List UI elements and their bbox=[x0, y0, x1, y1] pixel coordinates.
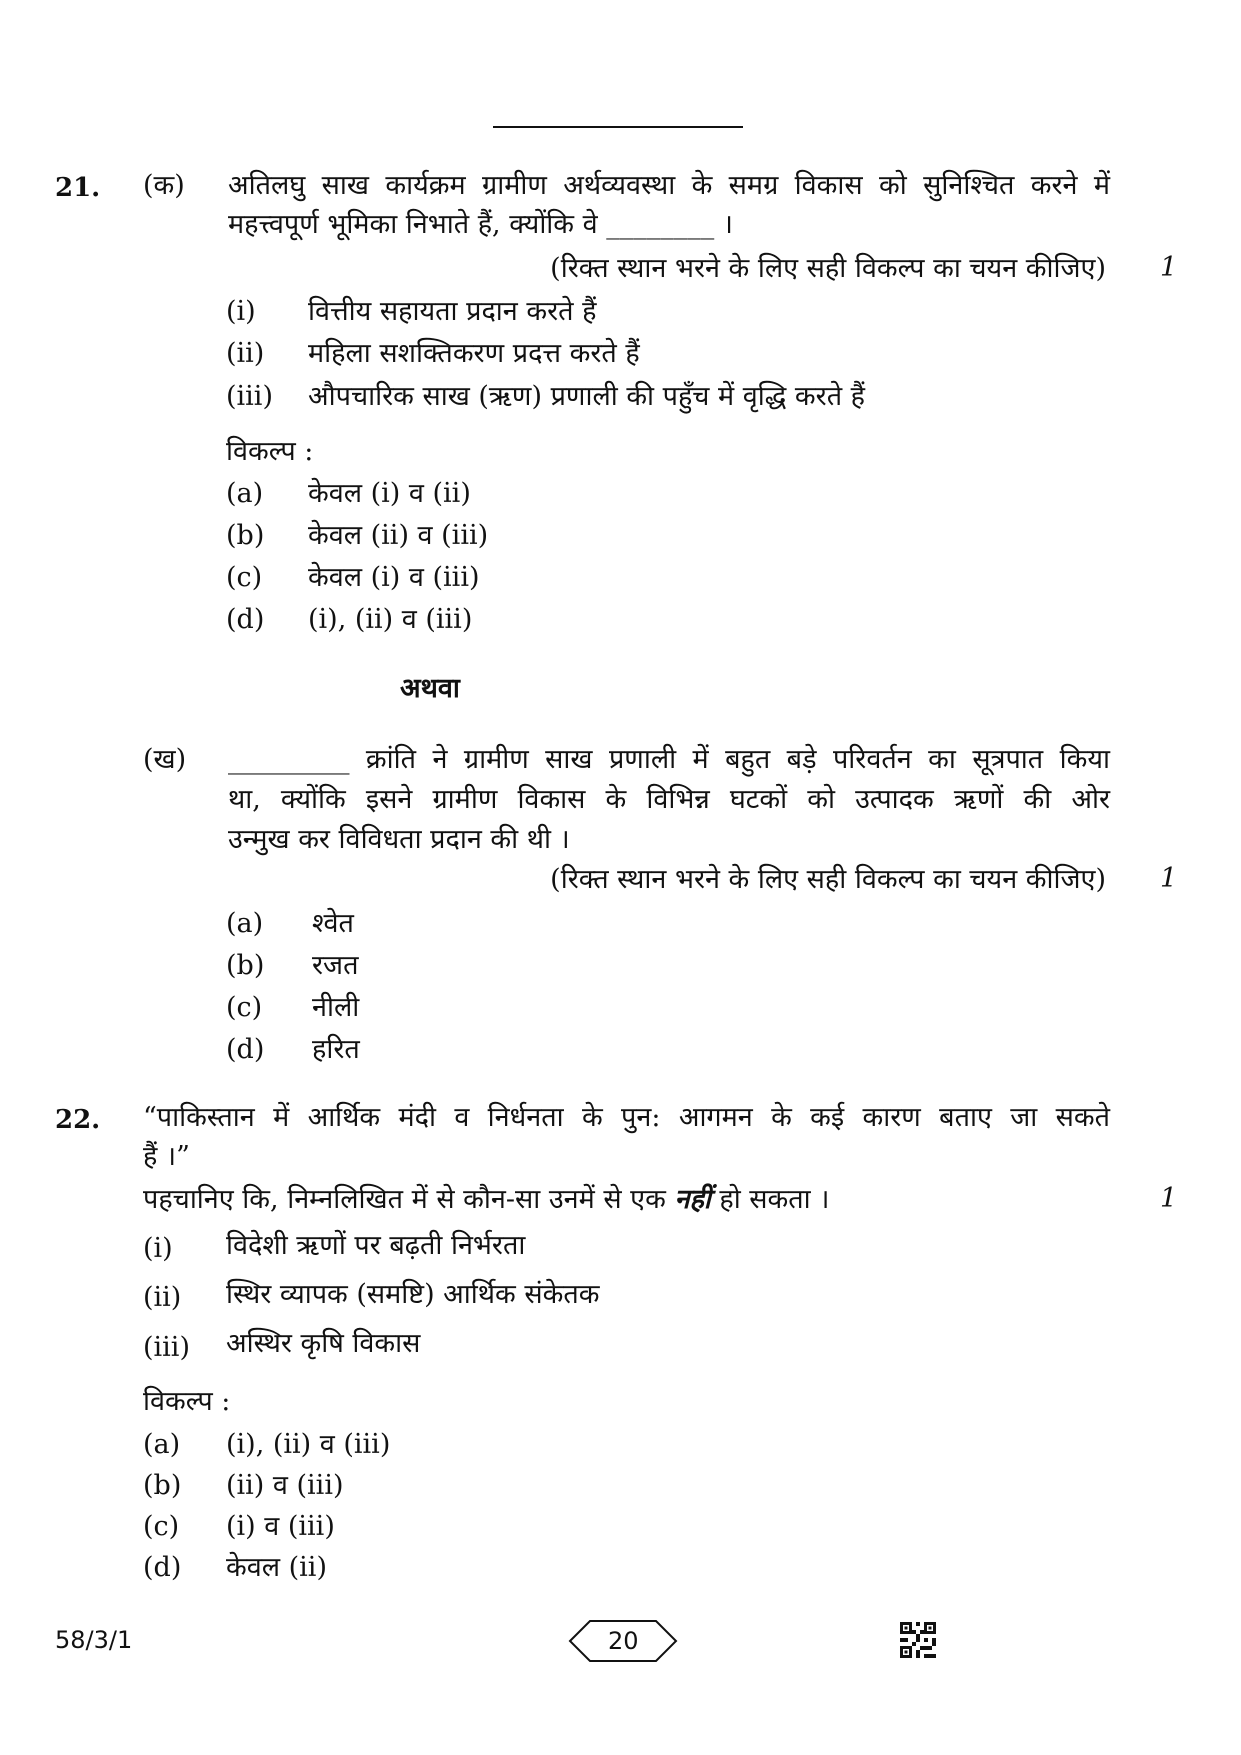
q22-statement-text: विदेशी ऋणों पर बढ़ती निर्भरता bbox=[226, 1230, 526, 1261]
question-22-number: 22. bbox=[55, 1105, 101, 1135]
q21a-option-label: (b) bbox=[226, 520, 265, 551]
q21a-statement-label: (iii) bbox=[226, 381, 273, 412]
qr-code-icon bbox=[900, 1622, 936, 1658]
q21-part-b-instruction: (रिक्त स्थान भरने के लिए सही विकल्प का चयन कीजिए) bbox=[550, 864, 1106, 895]
q21a-option-text: (i), (ii) व (iii) bbox=[308, 604, 473, 635]
q22-option-label: (c) bbox=[143, 1511, 180, 1542]
q21a-statement-text: महिला सशक्तिकरण प्रदत्त करते हैं bbox=[308, 338, 640, 369]
q21-part-b-line2: था, क्योंकि इसने ग्रामीण विकास के विभिन्न घटकों को उत्पादक ऋणों की ओर bbox=[228, 784, 1110, 815]
q22-marks: 1 bbox=[1160, 1183, 1178, 1214]
q22-quote-line1: “पाकिस्तान में आर्थिक मंदी व निर्धनता के पुन: आगमन के कई कारण बताए जा सकते bbox=[143, 1102, 1110, 1133]
q22-question-pre: पहचानिए कि, निम्नलिखित में से कौन-सा उनमें से एक bbox=[143, 1184, 666, 1215]
top-divider bbox=[493, 126, 743, 128]
q21a-statement-label: (i) bbox=[226, 296, 256, 327]
q22-question-post: हो सकता । bbox=[719, 1184, 830, 1215]
q22-option-text: (i) व (iii) bbox=[226, 1511, 335, 1542]
q22-statement-label: (ii) bbox=[143, 1282, 182, 1313]
q21a-options-heading: विकल्प : bbox=[226, 436, 314, 467]
q21-part-a-label: (क) bbox=[143, 170, 185, 201]
q21-part-a-marks: 1 bbox=[1160, 252, 1178, 283]
q21-part-b-marks: 1 bbox=[1160, 863, 1178, 894]
q21b-option-text: हरित bbox=[312, 1034, 360, 1065]
q22-quote-line2: हैं ।” bbox=[143, 1141, 190, 1172]
q21a-option-text: केवल (i) व (ii) bbox=[308, 478, 471, 509]
q21-part-a-instruction: (रिक्त स्थान भरने के लिए सही विकल्प का चयन कीजिए) bbox=[550, 253, 1106, 284]
q22-question-emphasis: नहीं bbox=[674, 1184, 711, 1215]
q21b-option-text: श्वेत bbox=[312, 908, 354, 939]
q22-statement-text: स्थिर व्यापक (समष्टि) आर्थिक संकेतक bbox=[226, 1279, 600, 1310]
q21-part-b-label: (ख) bbox=[143, 744, 187, 775]
q22-statement-label: (iii) bbox=[143, 1332, 190, 1363]
q21-part-b-line1: _________ क्रांति ने ग्रामीण साख प्रणाली में बहुत बड़े परिवर्तन का सूत्रपात किया bbox=[228, 744, 1110, 775]
q21b-option-label: (c) bbox=[226, 992, 263, 1023]
page-number: 20 bbox=[608, 1627, 639, 1655]
q22-option-label: (a) bbox=[143, 1429, 181, 1460]
q22-question bbox=[143, 1181, 829, 1219]
q21a-statement-label: (ii) bbox=[226, 338, 265, 369]
q22-statement-text: अस्थिर कृषि विकास bbox=[226, 1328, 421, 1359]
q21-part-a-line1: अतिलघु साख कार्यक्रम ग्रामीण अर्थव्यवस्था के समग्र विकास को सुनिश्चित करने में bbox=[228, 170, 1110, 201]
q22-option-label: (d) bbox=[143, 1552, 182, 1583]
q21a-option-text: केवल (i) व (iii) bbox=[308, 562, 480, 593]
q22-options-heading: विकल्प : bbox=[143, 1386, 231, 1417]
q21b-option-text: रजत bbox=[312, 950, 359, 981]
or-separator: अथवा bbox=[400, 673, 460, 704]
question-21-number: 21. bbox=[55, 173, 101, 203]
q21-part-b-line3: उन्मुख कर विविधता प्रदान की थी । bbox=[228, 824, 570, 855]
paper-code: 58/3/1 bbox=[55, 1626, 133, 1654]
q21a-option-label: (a) bbox=[226, 478, 264, 509]
q22-option-text: केवल (ii) bbox=[226, 1552, 327, 1583]
q22-option-text: (i), (ii) व (iii) bbox=[226, 1429, 391, 1460]
q22-option-label: (b) bbox=[143, 1470, 182, 1501]
q21b-option-label: (d) bbox=[226, 1034, 265, 1065]
q21a-statement-text: वित्तीय सहायता प्रदान करते हैं bbox=[308, 296, 597, 327]
q21b-option-label: (b) bbox=[226, 950, 265, 981]
q21b-option-text: नीली bbox=[312, 992, 360, 1023]
q22-statement-label: (i) bbox=[143, 1233, 173, 1264]
q22-option-text: (ii) व (iii) bbox=[226, 1470, 344, 1501]
q21a-option-label: (c) bbox=[226, 562, 263, 593]
q21-part-a-line2: महत्त्वपूर्ण भूमिका निभाते हैं, क्योंकि वे ________ । bbox=[228, 209, 734, 240]
q21a-statement-text: औपचारिक साख (ऋण) प्रणाली की पहुँच में वृद्धि करते हैं bbox=[308, 381, 866, 412]
q21a-option-text: केवल (ii) व (iii) bbox=[308, 520, 489, 551]
q21b-option-label: (a) bbox=[226, 908, 264, 939]
q21a-option-label: (d) bbox=[226, 604, 265, 635]
